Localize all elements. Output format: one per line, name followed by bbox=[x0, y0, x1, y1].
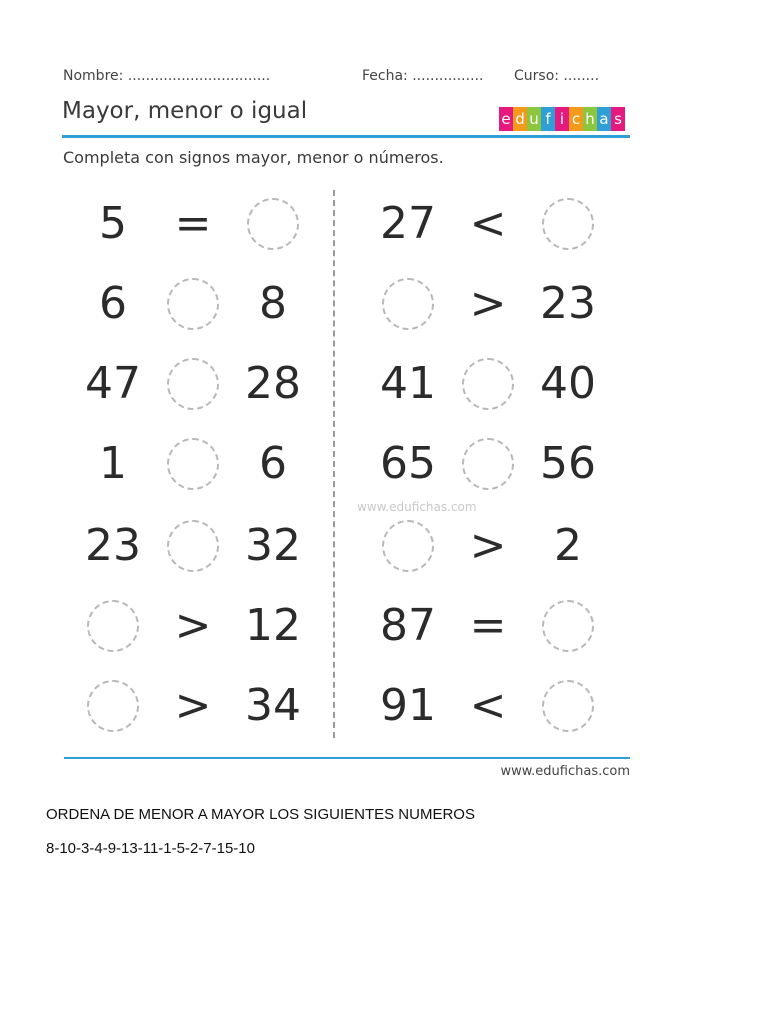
number-left: 8 bbox=[259, 278, 287, 329]
answer-blank-circle[interactable] bbox=[167, 278, 219, 330]
sort-task-sequence: 8-10-3-4-9-13-11-1-5-2-7-15-10 bbox=[46, 840, 255, 857]
answer-blank-circle[interactable] bbox=[462, 438, 514, 490]
date-field: Fecha: ................ bbox=[362, 68, 484, 84]
logo-letter: c bbox=[569, 107, 583, 131]
number-left: 5 bbox=[99, 198, 127, 249]
number-right: 40 bbox=[540, 358, 596, 409]
number-left: 6 bbox=[259, 438, 287, 489]
answer-blank-circle[interactable] bbox=[87, 680, 139, 732]
number-left: 34 bbox=[245, 680, 301, 731]
logo-letter: f bbox=[541, 107, 555, 131]
answer-blank-circle[interactable] bbox=[382, 520, 434, 572]
number-right: 91 bbox=[380, 680, 436, 731]
logo-letter: i bbox=[555, 107, 569, 131]
number-right: 23 bbox=[540, 278, 596, 329]
number-left: 12 bbox=[245, 600, 301, 651]
logo-letter: a bbox=[597, 107, 611, 131]
column-divider bbox=[333, 190, 335, 738]
worksheet-title: Mayor, menor o igual bbox=[62, 98, 308, 124]
answer-blank-circle[interactable] bbox=[542, 198, 594, 250]
name-field: Nombre: ................................ bbox=[63, 68, 271, 84]
logo-letter: d bbox=[513, 107, 527, 131]
number-right: 27 bbox=[380, 198, 436, 249]
answer-blank-circle[interactable] bbox=[87, 600, 139, 652]
number-right: 2 bbox=[554, 520, 582, 571]
number-left: 1 bbox=[99, 438, 127, 489]
number-left: 28 bbox=[245, 358, 301, 409]
number-left: 23 bbox=[85, 520, 141, 571]
answer-blank-circle[interactable] bbox=[167, 358, 219, 410]
comparison-sign-right: > bbox=[469, 520, 507, 571]
comparison-sign-right: = bbox=[469, 600, 507, 651]
logo-letter: s bbox=[611, 107, 625, 131]
answer-blank-circle[interactable] bbox=[542, 680, 594, 732]
number-right: 56 bbox=[540, 438, 596, 489]
instruction-text: Completa con signos mayor, menor o números. bbox=[63, 148, 444, 167]
footer-url: www.edufichas.com bbox=[500, 764, 630, 779]
number-right: 41 bbox=[380, 358, 436, 409]
answer-blank-circle[interactable] bbox=[382, 278, 434, 330]
comparison-sign-right: > bbox=[469, 278, 507, 329]
logo-letter: h bbox=[583, 107, 597, 131]
number-right: 87 bbox=[380, 600, 436, 651]
number-left: 32 bbox=[245, 520, 301, 571]
answer-blank-circle[interactable] bbox=[247, 198, 299, 250]
edufichas-logo bbox=[499, 107, 625, 131]
sort-task-title: ORDENA DE MENOR A MAYOR LOS SIGUIENTES NUMEROS bbox=[46, 806, 475, 823]
number-right: 65 bbox=[380, 438, 436, 489]
comparison-sign-right: < bbox=[469, 680, 507, 731]
header-rule bbox=[62, 135, 630, 138]
logo-letter: u bbox=[527, 107, 541, 131]
comparison-sign-left: > bbox=[174, 680, 212, 731]
course-field: Curso: ........ bbox=[514, 68, 600, 84]
comparison-sign-left: > bbox=[174, 600, 212, 651]
comparison-sign-left: = bbox=[174, 198, 212, 249]
comparison-sign-right: < bbox=[469, 198, 507, 249]
number-left: 6 bbox=[99, 278, 127, 329]
footer-rule bbox=[64, 757, 630, 759]
answer-blank-circle[interactable] bbox=[167, 438, 219, 490]
number-left: 47 bbox=[85, 358, 141, 409]
watermark: www.edufichas.com bbox=[357, 500, 477, 514]
answer-blank-circle[interactable] bbox=[462, 358, 514, 410]
answer-blank-circle[interactable] bbox=[167, 520, 219, 572]
logo-letter: e bbox=[499, 107, 513, 131]
answer-blank-circle[interactable] bbox=[542, 600, 594, 652]
